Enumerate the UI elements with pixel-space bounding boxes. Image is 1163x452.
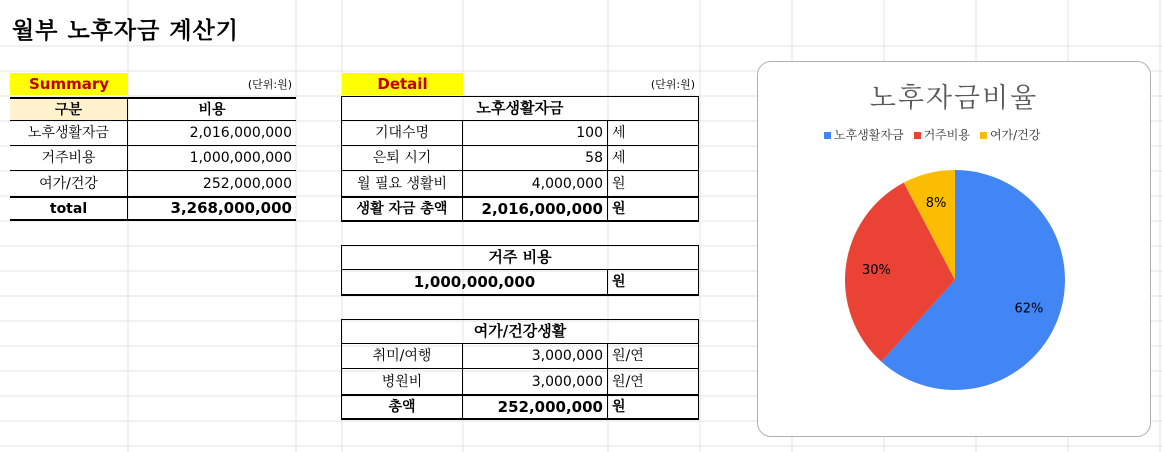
living-total-unit[interactable]: 원 (608, 196, 699, 222)
summary-row-label[interactable]: 여가/건강 (10, 171, 128, 196)
living-total-value[interactable]: 2,016,000,000 (463, 196, 608, 222)
pie-data-label: 62% (1014, 301, 1044, 317)
legend-label: 거주비용 (923, 128, 970, 142)
leisure-row-label[interactable]: 취미/여행 (341, 344, 463, 369)
summary-row-label[interactable]: 거주비용 (10, 146, 128, 171)
living-row-unit[interactable]: 세 (608, 146, 699, 171)
living-row-value[interactable]: 58 (463, 146, 608, 171)
living-row-label[interactable]: 은퇴 시기 (341, 146, 463, 171)
leisure-row-label[interactable]: 병원비 (341, 369, 463, 394)
leisure-total-label[interactable]: 총액 (341, 394, 463, 420)
living-section-title[interactable]: 노후생활자금 (341, 96, 699, 121)
detail-header[interactable]: Detail (342, 73, 463, 95)
summary-row-value[interactable]: 1,000,000,000 (128, 146, 296, 171)
summary-unit-label[interactable]: (단위:원) (247, 77, 292, 91)
pie-chart (758, 62, 1150, 436)
chart-title: 노후자금비율 (869, 83, 1039, 114)
living-total-label[interactable]: 생활 자금 총액 (341, 196, 463, 222)
summary-total-label[interactable]: total (10, 196, 128, 221)
housing-section-title[interactable]: 거주 비용 (341, 245, 699, 270)
legend-label: 여가/건강 (989, 128, 1041, 142)
leisure-row-unit[interactable]: 원/연 (608, 344, 699, 369)
leisure-row-value[interactable]: 3,000,000 (463, 344, 608, 369)
summary-row-label[interactable]: 노후생활자금 (10, 121, 128, 146)
pie-data-label: 8% (925, 196, 947, 212)
legend-label: 노후생활자금 (834, 128, 904, 142)
summary-header[interactable]: Summary (10, 73, 128, 95)
pie-chart-panel[interactable] (757, 61, 1151, 437)
page-title: 월부 노후자금 계산기 (12, 18, 239, 44)
summary-total-value[interactable]: 3,268,000,000 (128, 196, 296, 221)
housing-value[interactable]: 1,000,000,000 (341, 270, 608, 296)
leisure-row-unit[interactable]: 원/연 (608, 369, 699, 394)
living-row-unit[interactable]: 세 (608, 121, 699, 146)
summary-col-label[interactable]: 구분 (10, 97, 128, 121)
living-row-label[interactable]: 기대수명 (341, 121, 463, 146)
detail-unit-label[interactable]: (단위:원) (650, 77, 695, 91)
living-row-unit[interactable]: 원 (608, 171, 699, 196)
living-row-label[interactable]: 월 필요 생활비 (341, 171, 463, 196)
leisure-section-title[interactable]: 여가/건강생활 (341, 319, 699, 344)
leisure-total-value[interactable]: 252,000,000 (463, 394, 608, 420)
housing-unit[interactable]: 원 (608, 270, 699, 296)
summary-col-cost[interactable]: 비용 (128, 97, 296, 121)
living-row-value[interactable]: 4,000,000 (463, 171, 608, 196)
pie-data-label: 30% (861, 263, 891, 279)
leisure-row-value[interactable]: 3,000,000 (463, 369, 608, 394)
leisure-total-unit[interactable]: 원 (608, 394, 699, 420)
summary-row-value[interactable]: 2,016,000,000 (128, 121, 296, 146)
living-row-value[interactable]: 100 (463, 121, 608, 146)
summary-row-value[interactable]: 252,000,000 (202, 175, 292, 192)
